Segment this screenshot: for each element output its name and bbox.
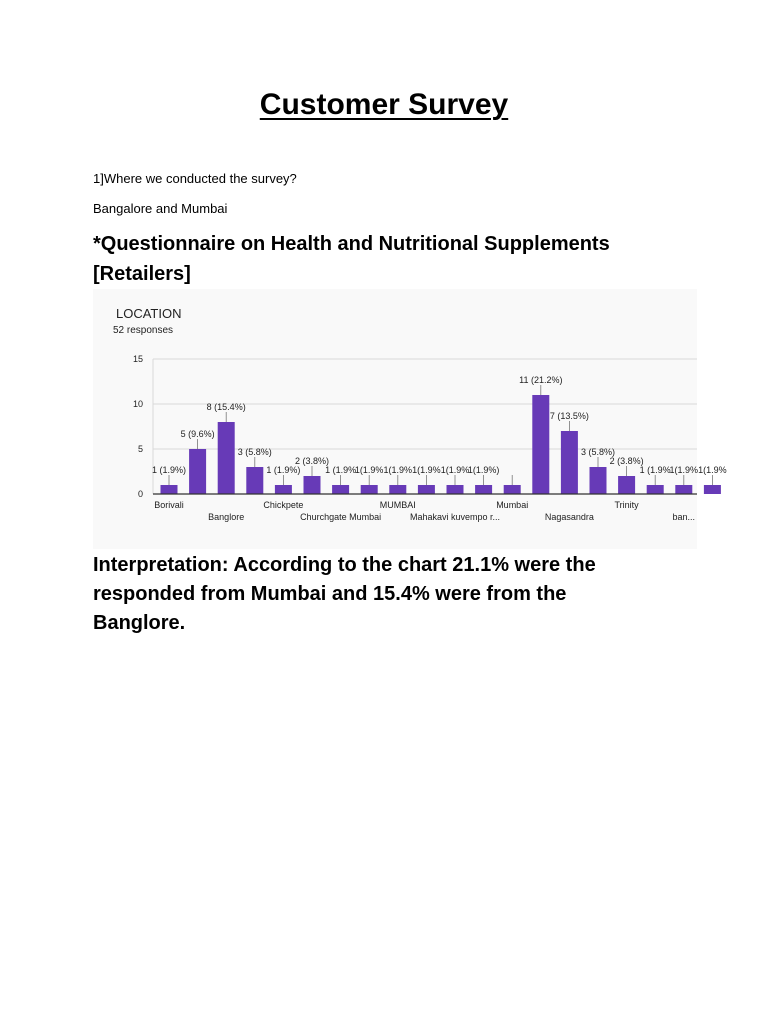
- interpretation-text: Interpretation: According to the chart 21.1% were the responded from Mumbai and 15.4% were from the Banglore.: [93, 554, 596, 634]
- x-tick-label: Borivali: [154, 500, 184, 510]
- document-title: Customer Survey: [259, 88, 509, 121]
- bar: [704, 485, 721, 494]
- bar: [647, 485, 664, 494]
- x-tick-label: Mahakavi kuvempo r...: [409, 512, 501, 522]
- bar: [590, 467, 607, 494]
- bar: [418, 485, 435, 494]
- data-label: 3 (5.8%): [237, 447, 272, 457]
- y-tick-label: 15: [132, 354, 143, 364]
- data-label: 8 (15.4%): [206, 402, 246, 412]
- data-label: 7 (13.5%): [549, 411, 589, 421]
- x-tick-label: Churchgate Mumbai: [300, 512, 382, 522]
- bar: [532, 395, 549, 494]
- bar: [389, 485, 406, 494]
- data-label: 1(1.9%: [412, 465, 441, 475]
- bar: [618, 476, 635, 494]
- y-tick-label: 5: [137, 444, 143, 454]
- bar: [504, 485, 521, 494]
- bar: [361, 485, 378, 494]
- data-label: 1(1.9%: [440, 465, 470, 475]
- data-label: 3 (5.8%): [580, 447, 616, 457]
- bar: [475, 485, 492, 494]
- location-chart: [93, 289, 727, 549]
- chart-subtitle: 52 responses: [113, 325, 174, 336]
- x-tick-label: Mumbai: [496, 500, 529, 510]
- bar: [218, 422, 235, 494]
- data-label: 1 (1.9%): [266, 465, 301, 475]
- data-label: 1(1.9%: [383, 465, 413, 475]
- x-tick-label: Nagasandra: [544, 512, 594, 522]
- data-label: 1 (1.9%): [151, 465, 187, 475]
- data-label: 1(1.9%): [467, 465, 500, 475]
- y-tick-label: 10: [132, 399, 143, 409]
- data-label: 1 (1.9%: [639, 465, 671, 475]
- bar: [561, 431, 578, 494]
- bar: [304, 476, 321, 494]
- questionnaire-heading: *Questionnaire on Health and Nutritional Supplements [Retailers]: [93, 233, 610, 285]
- bar: [161, 485, 178, 494]
- data-label: 5 (9.6%): [180, 429, 215, 439]
- bar: [447, 485, 464, 494]
- data-label: 1(1.9%: [669, 465, 699, 475]
- survey-question: 1]Where we conducted the survey?: [93, 171, 297, 186]
- data-label: 1 (1.9%: [325, 465, 357, 475]
- location-bar-chart: [93, 289, 727, 549]
- data-label: 1(1.9%: [698, 465, 727, 475]
- data-label: 1(1.9%: [354, 465, 384, 475]
- data-label: 2 (3.8%): [294, 456, 330, 466]
- bar: [246, 467, 263, 494]
- x-tick-label: Trinity: [614, 500, 639, 510]
- bar: [275, 485, 292, 494]
- bar: [189, 449, 206, 494]
- data-label: 11 (21.2%): [519, 375, 563, 385]
- x-tick-label: Chickpete: [263, 500, 304, 510]
- survey-answer: Bangalore and Mumbai: [93, 201, 228, 216]
- chart-title: LOCATION: [116, 306, 182, 321]
- x-tick-label: Banglore: [208, 512, 245, 522]
- x-tick-label: MUMBAI: [379, 500, 416, 510]
- y-tick-label: 0: [137, 489, 143, 499]
- bar: [332, 485, 349, 494]
- bar: [675, 485, 692, 494]
- x-tick-label: ban...: [672, 512, 696, 522]
- data-label: 2 (3.8%): [609, 456, 644, 466]
